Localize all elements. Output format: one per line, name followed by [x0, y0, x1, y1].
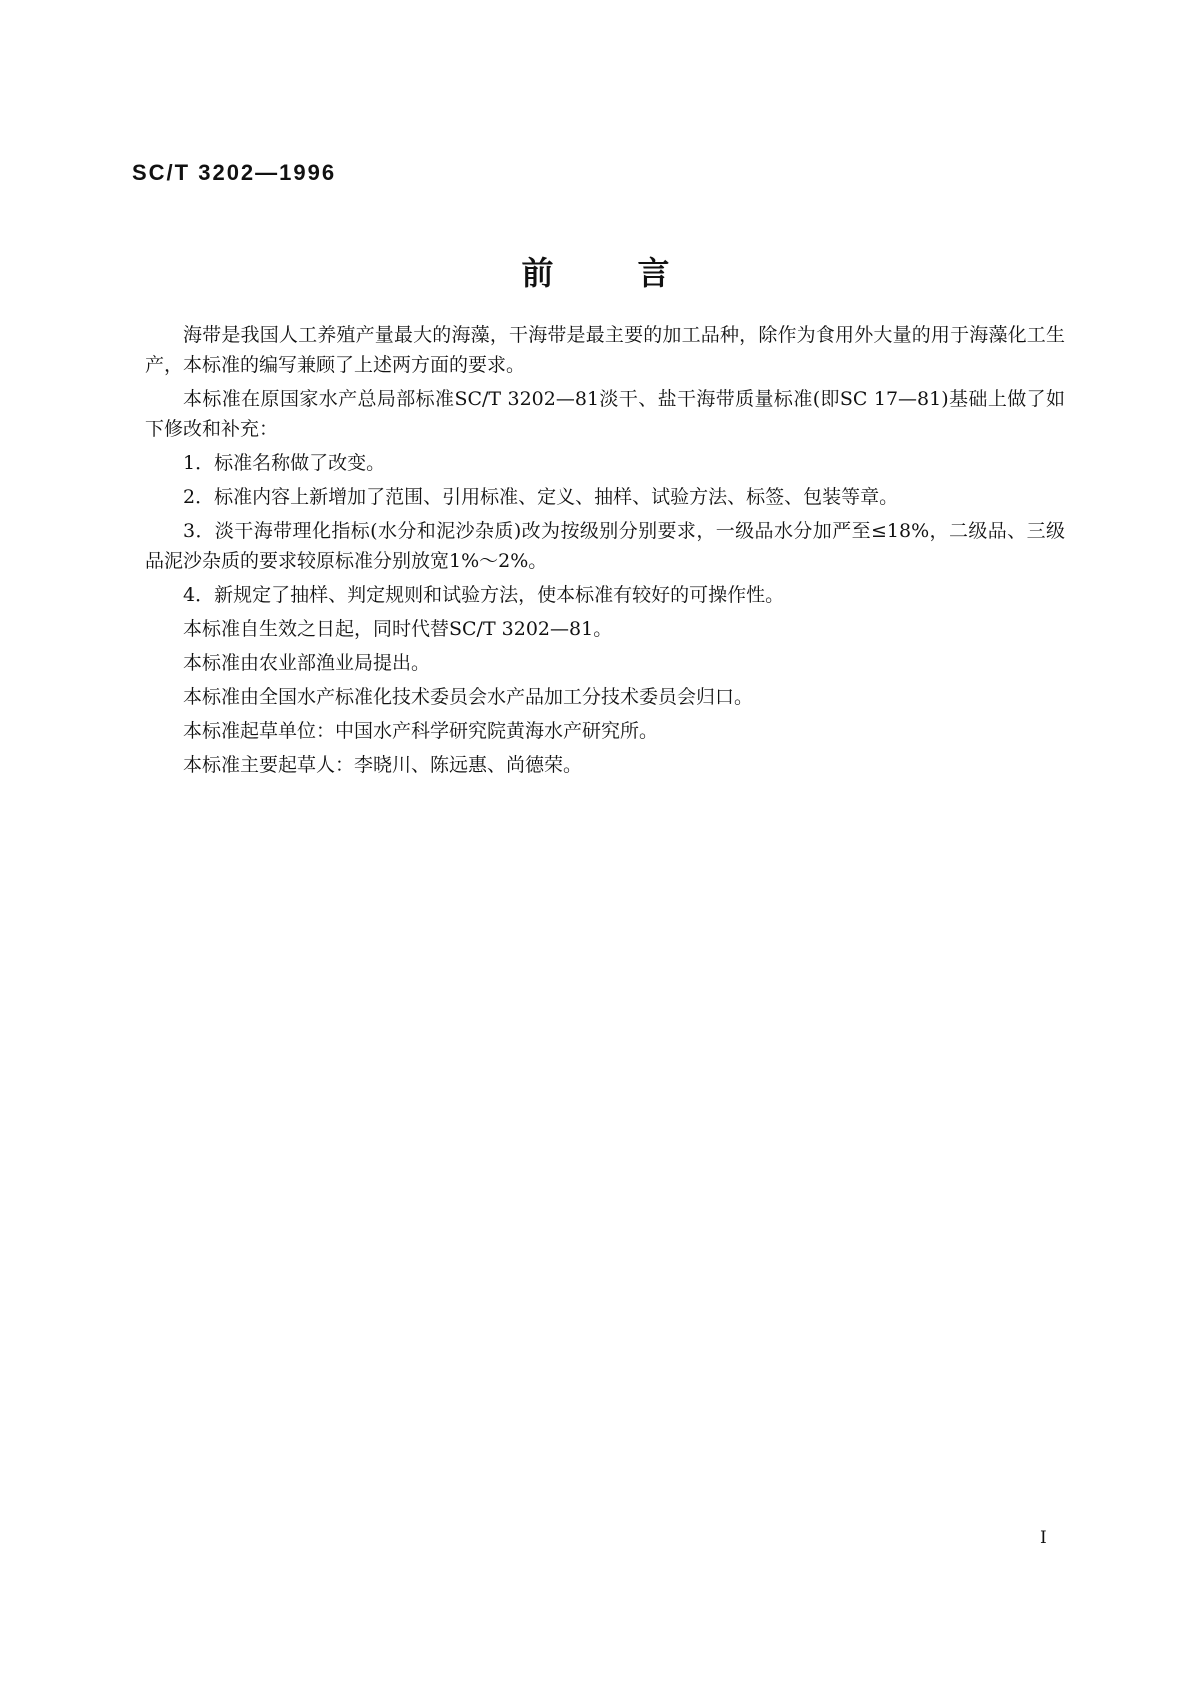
- list-item-4: 4．新规定了抽样、判定规则和试验方法，使本标准有较好的可操作性。: [183, 584, 785, 606]
- standard-code: SC/T 3202—1996: [132, 160, 337, 185]
- paragraph-drafting-unit: 本标准起草单位：中国水产科学研究院黄海水产研究所。: [183, 720, 659, 742]
- paragraph-intro: 海带是我国人工养殖产量最大的海藻，干海带是最主要的加工品种，除作为食用外大量的用于海藻化工生产，本标准的编写兼顾了上述两方面的要求。: [145, 324, 1065, 376]
- paragraph-centralized: 本标准由全国水产标准化技术委员会水产品加工分技术委员会归口。: [183, 686, 754, 708]
- paragraph-basis: 本标准在原国家水产总局部标准SC/T 3202—81淡干、盐干海带质量标准(即SC 17—81)基础上做了如下修改和补充：: [145, 388, 1065, 440]
- page-title: 前言: [521, 254, 754, 292]
- list-item-2: 2．标准内容上新增加了范围、引用标准、定义、抽样、试验方法、标签、包装等章。: [183, 486, 899, 508]
- foreword-body: [145, 320, 1065, 784]
- paragraph-drafters: 本标准主要起草人：李晓川、陈远惠、尚德荣。: [183, 754, 583, 776]
- page-number: I: [1040, 1528, 1047, 1548]
- paragraph-replacement: 本标准自生效之日起，同时代替SC/T 3202—81。: [183, 618, 613, 640]
- list-item-1: 1．标准名称做了改变。: [183, 452, 386, 474]
- paragraph-proposer: 本标准由农业部渔业局提出。: [183, 652, 431, 674]
- list-item-3: 3．淡干海带理化指标(水分和泥沙杂质)改为按级别分别要求，一级品水分加严至≤18%，二级品、三级品泥沙杂质的要求较原标准分别放宽1%～2%。: [145, 520, 1065, 572]
